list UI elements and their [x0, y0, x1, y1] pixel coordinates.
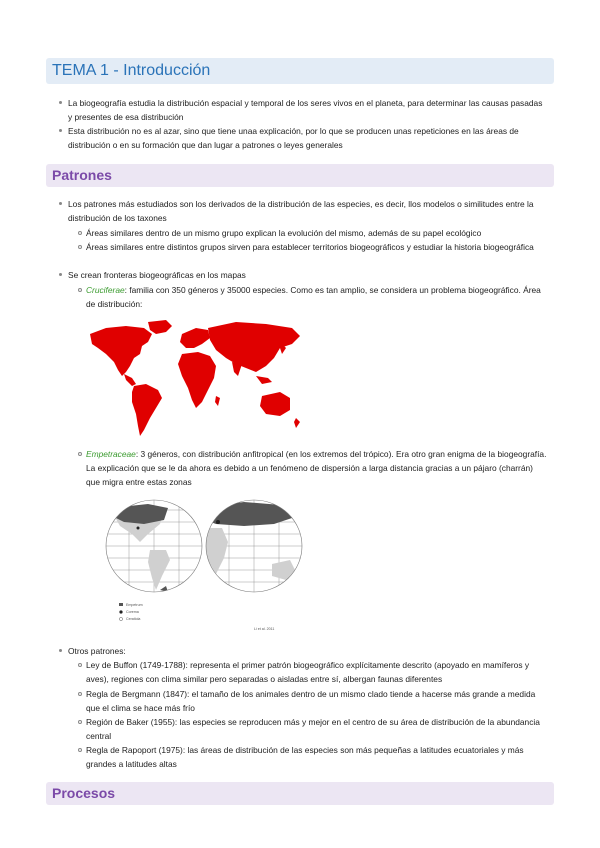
- legend-ceratiola: Ceratiola: [126, 617, 141, 621]
- empetraceae-text: : 3 géneros, con distribución anfitropical (en los extremos del trópico). Era otro gran enigma de la biogeografía. La explicación que se le da ahora es debido a un fenómeno de dispersión a larga distancia gracias a un pájaro (charrán) que migra entre estas zonas: [86, 449, 547, 487]
- taxon-name-empetraceae: Empetraceae: [86, 449, 136, 459]
- legend-corema: Corema: [126, 610, 139, 614]
- empetraceae-item: [86, 447, 548, 489]
- taxon-name-cruciferae: Cruciferae: [86, 285, 125, 295]
- regla-rapoport: Regla de Rapoport (1975): las áreas de distribución de las especies son más pequeñas a latitudes ecuatoriales y más grandes a latitudes altas: [86, 743, 548, 771]
- region-baker: Región de Baker (1955): las especies se reproducen más y mejor en el centro de su área de distribución de la abundancia central: [86, 715, 548, 743]
- patrones-paragraph-2: Se crean fronteras biogeográficas en los mapas: [68, 268, 548, 282]
- intro-paragraph-1: La biogeografía estudia la distribución espacial y temporal de los seres vivos en el planeta, para determinar las causas pasadas y presentes de esa distribución: [68, 96, 548, 124]
- chapter-title: TEMA 1 - Introducción: [46, 58, 554, 84]
- patrones-paragraph-1: Los patrones más estudiados son los derivados de la distribución de las especies, es decir, llos modelos o similitudes entre la distribución de los taxones: [68, 197, 548, 225]
- ley-buffon: Ley de Buffon (1749-1788): representa el primer patrón biogeográfico explícitamente descrito (apoyado en mamíferos y aves), regiones con clima similar pero separadas o aisladas entre sí, albergan faunas diferentes: [86, 658, 548, 686]
- patrones-sub-1: Áreas similares dentro de un mismo grupo explican la evolución del mismo, además de su papel ecológico: [86, 226, 548, 240]
- cruciferae-item: [86, 283, 548, 311]
- cruciferae-text: : familia con 350 géneros y 35000 especies. Como es tan amplio, se considera un problema biogeográfico. Área de distribución:: [86, 285, 541, 309]
- section-title-patrones: Patrones: [46, 164, 554, 187]
- patrones-sub-2: Áreas similares entre distintos grupos sirven para establecer territorios biogeográficos y estudiar la historia biogeográfica: [86, 240, 548, 254]
- legend-empetrum: Empetrum: [126, 603, 143, 607]
- section-title-procesos: Procesos: [46, 782, 554, 805]
- cruciferae-distribution-map: [86, 318, 308, 442]
- regla-bergmann: Regla de Bergmann (1847): el tamaño de los animales dentro de un mismo clado tiende a hacerse más grande a medida que el clima se hace más frío: [86, 687, 548, 715]
- empetraceae-distribution-map: [104, 498, 304, 634]
- patrones-paragraph-3: Otros patrones:: [68, 644, 548, 658]
- map-credit: Li et al. 2011: [254, 627, 275, 631]
- intro-paragraph-2: Esta distribución no es al azar, sino que tiene unaa explicación, por lo que se producen unas repeticiones en las áreas de distribución o en su formación que dan lugar a patrones o leyes generales: [68, 124, 548, 152]
